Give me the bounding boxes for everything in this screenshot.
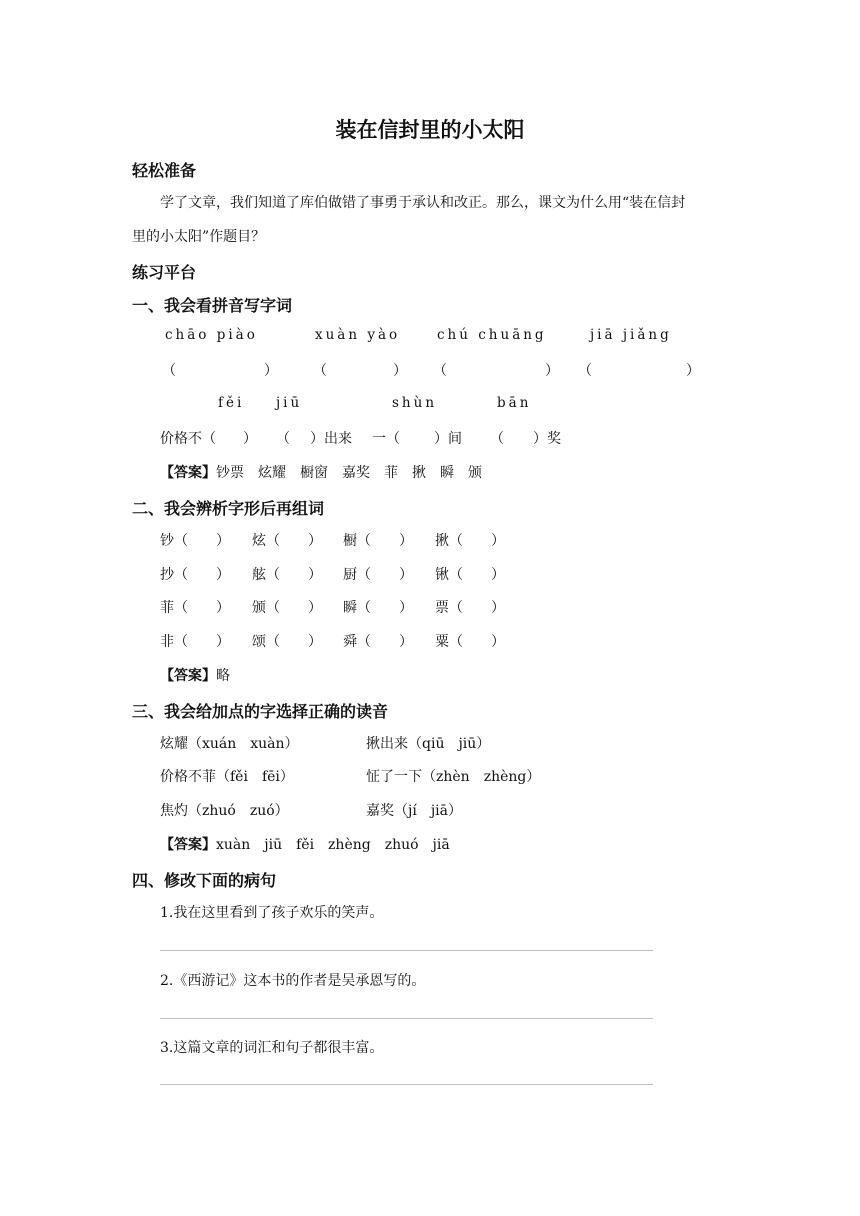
char-group: 颂（ ） [252,634,322,650]
answer-line-1[interactable] [160,950,653,951]
prep-heading: 轻松准备 [132,161,197,180]
answer-paren-open-3: （ [433,363,447,379]
section4-heading: 四、修改下面的病句 [132,871,277,890]
sentence-item-2: 2.《西游记》这本书的作者是吴承恩写的。 [160,973,426,989]
answer-paren-open-1: （ [162,363,176,379]
sentence-item-1: 1.我在这里看到了孩子欢乐的笑声。 [160,905,384,921]
char-group: 揪（ ） [435,533,505,549]
char-group: 票（ ） [435,600,505,616]
answer-paren-close-1: ） [264,363,278,379]
answer-paren-open-4: （ [578,363,592,379]
char-group: 抄（ ） [160,567,230,583]
pinyin-xuanyao: xuàn yào [315,327,401,343]
fill-sentence-part: ）出来 [310,431,352,447]
practice-heading: 练习平台 [132,263,197,282]
answer-line-2[interactable] [160,1018,653,1019]
char-group: 舜（ ） [343,634,413,650]
answer-paren-close-3: ） [545,363,559,379]
fill-sentence-part: ） [243,431,257,447]
pinyin-chaopiao: chāo piào [165,327,258,343]
section2-answer [160,665,230,685]
char-group: 炫（ ） [252,533,322,549]
answer-label: 【答案】 [160,837,216,853]
section3-answer [160,834,450,854]
pronunciation-choice: 价格不菲（fěi fēi） [160,769,294,785]
fill-sentence-part: （ [276,431,290,447]
answer-paren-close-4: ） [686,363,700,379]
page-title: 装在信封里的小太阳 [335,118,525,142]
char-group: 颁（ ） [252,600,322,616]
pinyin-fei: fěi [218,395,245,411]
section2-heading: 二、我会辨析字形后再组词 [132,499,325,518]
pronunciation-choice: 怔了一下（zhèn zhèng） [366,769,541,785]
answer-text: 略 [216,668,230,684]
pronunciation-choice: 焦灼（zhuó zuó） [160,803,289,819]
prep-text-line1: 学了文章，我们知道了库伯做错了事勇于承认和改正。那么，课文为什么用“装在信封 [160,195,686,211]
pinyin-jiu: jiū [276,395,303,411]
char-group: 舷（ ） [252,567,322,583]
fill-sentence-part: （ [490,431,504,447]
fill-sentence-part: ）奖 [533,431,561,447]
section3-heading: 三、我会给加点的字选择正确的读音 [132,702,389,721]
answer-label: 【答案】 [160,668,216,684]
sentence-item-3: 3.这篇文章的词汇和句子都很丰富。 [160,1040,384,1056]
char-group: 锹（ ） [435,567,505,583]
char-group: 瞬（ ） [343,600,413,616]
pinyin-jiajiang: jiā jiǎng [590,327,672,343]
pronunciation-choice: 炫耀（xuán xuàn） [160,736,299,752]
fill-sentence-part: ）间 [434,431,462,447]
answer-text: xuàn jiū fěi zhèng zhuó jiā [216,837,450,853]
section1-heading: 一、我会看拼音写字词 [132,296,293,315]
pinyin-ban: bān [497,395,532,411]
answer-text: 钞票 炫耀 橱窗 嘉奖 菲 揪 瞬 颁 [216,465,482,481]
fill-sentence-part: 价格不（ [160,431,216,447]
fill-sentence-part: 一（ [372,431,400,447]
char-group: 非（ ） [160,634,230,650]
section1-answer [160,462,482,482]
char-group: 钞（ ） [160,533,230,549]
char-group: 厨（ ） [343,567,413,583]
answer-label: 【答案】 [160,465,216,481]
char-group: 橱（ ） [343,533,413,549]
prep-text-line2: 里的小太阳”作题目？ [132,229,266,245]
answer-paren-open-2: （ [313,363,327,379]
answer-paren-close-2: ） [393,363,407,379]
char-group: 粟（ ） [435,634,505,650]
pinyin-chuchuang: chú chuāng [437,327,547,343]
pinyin-shun: shùn [392,395,438,411]
pronunciation-choice: 揪出来（qiū jiū） [366,736,491,752]
pronunciation-choice: 嘉奖（jí jiā） [366,803,462,819]
char-group: 菲（ ） [160,600,230,616]
answer-line-3[interactable] [160,1084,653,1085]
